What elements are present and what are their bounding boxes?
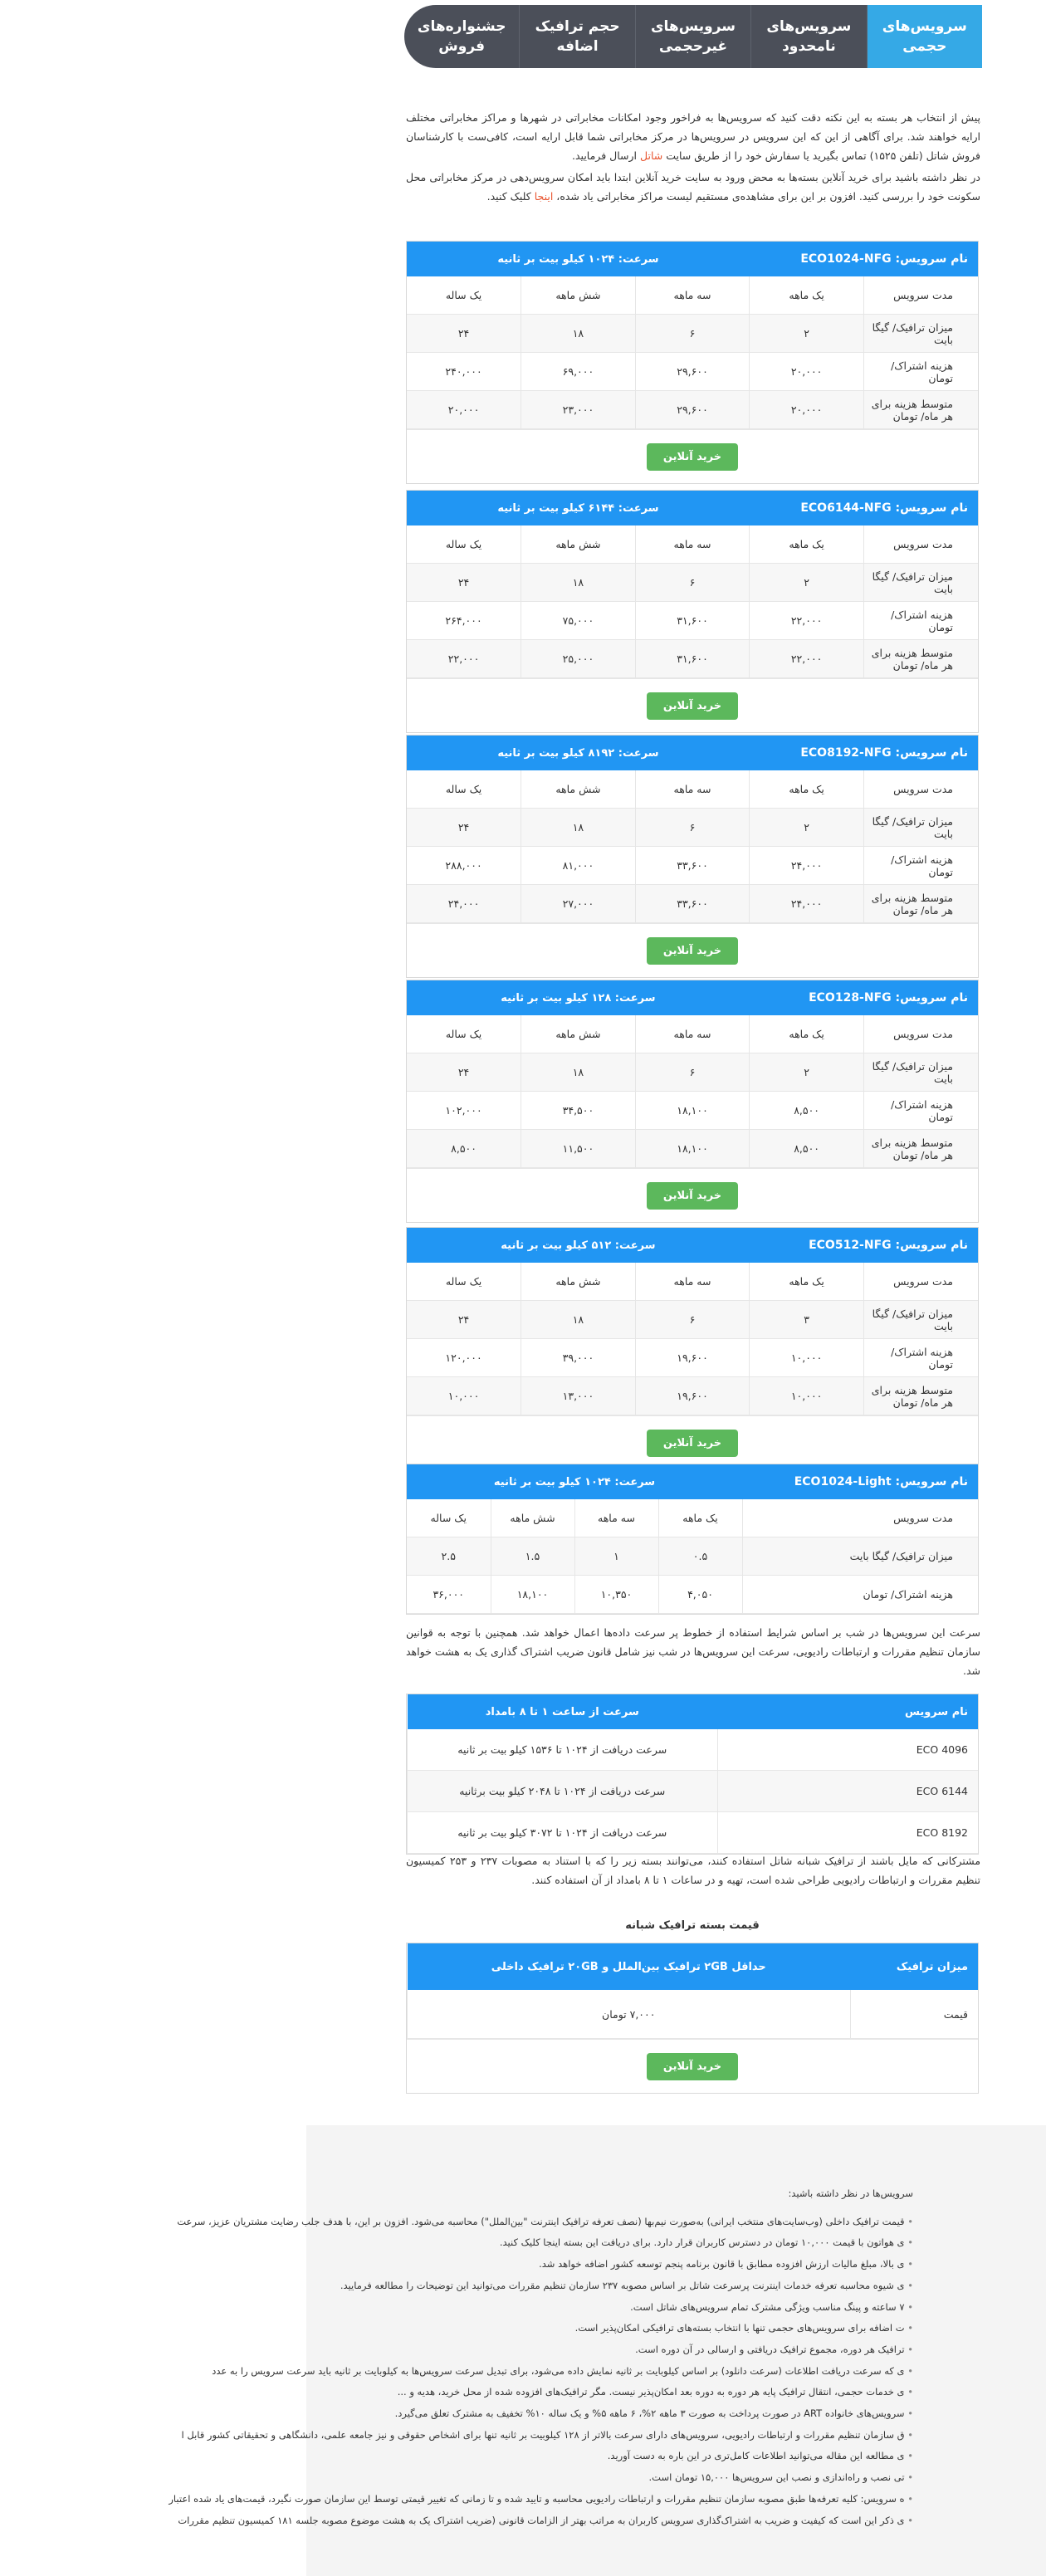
plan-table-eco1024-nfg: [406, 241, 979, 484]
plan-name-header: نام سرویس: ECO8192-NFG: [750, 736, 978, 770]
period-cell: شش ماهه: [521, 770, 636, 809]
buy-online-button[interactable]: خرید آنلاین: [647, 2053, 738, 2080]
period-cell: یک ساله: [407, 276, 521, 315]
table-row: ECO 4096 سرعت دریافت از ۱۰۲۴ تا ۱۵۳۶ کیلو بیت بر ثانیه: [408, 1729, 979, 1771]
table-row: ECO 8192 سرعت دریافت از ۱۰۲۴ تا ۳۰۷۲ کیلو بیت بر ثانیه: [408, 1812, 979, 1854]
plan-table-eco128-nfg: [406, 980, 979, 1223]
list-item: • ی بالا، مبلغ مالیات ارزش افزوده مطابق با قانون برنامه پنجم توسعه کشور اضافه خواهد شد.: [0, 2254, 913, 2275]
monthly-cell: ۲۰,۰۰۰: [750, 391, 864, 429]
monthly-cell: ۱۸,۱۰۰: [635, 1130, 750, 1168]
cost-cell: ۴,۰۵۰: [658, 1576, 742, 1614]
cost-cell: ۷۵,۰۰۰: [521, 602, 636, 640]
table-row: [407, 353, 978, 391]
traffic-label: میزان ترافیک/ گیگا بایت: [863, 1053, 978, 1092]
traffic-cell: ۱۸: [521, 809, 636, 847]
tab-extra-traffic[interactable]: حجم ترافیک اضافه: [519, 5, 634, 68]
period-cell: سه ماهه: [574, 1499, 658, 1537]
tab-volume-services[interactable]: سرویس‌های حجمی: [867, 5, 982, 68]
intro-text: [406, 108, 980, 208]
cost-cell: ۲۹,۶۰۰: [635, 353, 750, 391]
period-cell: یک ساله: [407, 525, 521, 564]
monthly-cell: ۳۳,۶۰۰: [635, 885, 750, 923]
period-cell: یک ساله: [407, 1499, 491, 1537]
monthly-cell: ۲۲,۰۰۰: [407, 640, 521, 678]
list-item: • ی که سرعت دریافت اطلاعات (سرعت دانلود) بر اساس کیلوبایت بر ثانیه نمایش داده می‌شود، برای تبدیل سرعت سرویس‌ها به کیلوبایت بر ثانیه باید سرعت سرویس را به عدد: [0, 2361, 913, 2383]
intro-paragraph-1: پیش از انتخاب هر بسته به این نکته دقت کنید که سرویس‌ها به فراخور وجود امکانات مخابراتی در شهرها و مراکز مخابراتی مختلف ارایه خواهند شد. برای آگاهی از این که این سرویس در سرویس‌ها در مرکز مخابراتی شما قابل ارایه است، کافی‌ست با کارشناسان فروش شاتل (تلفن ۱۵۲۵) تماس بگیرید یا سفارش خود را از طریق سایت شاتل ارسال فرمایید.: [406, 111, 980, 162]
table-row: [407, 1092, 978, 1130]
list-item: • ی شیوه محاسبه تعرفه خدمات اینترنت پرسرعت شاتل بر اساس مصوبه ۲۳۷ سازمان تنظیم مقررات می‌توانید این توضیحات را مطالعه فرمایید.: [0, 2275, 913, 2297]
cost-cell: ۳۳,۶۰۰: [635, 847, 750, 885]
list-item: • تی نصب و راه‌اندازی و نصب این سرویس‌ها ۱۵,۰۰۰ تومان است.: [0, 2467, 913, 2489]
list-item: • ترافیک هر دوره، مجموع ترافیک دریافتی و ارسالی در آن دوره است.: [0, 2339, 913, 2361]
traffic-cell: ۶: [635, 564, 750, 602]
plan-table-light: [406, 1464, 979, 1615]
traffic-cell: ۱: [574, 1537, 658, 1576]
traffic-cell: ۳: [750, 1301, 864, 1339]
cost-label: هزینه اشتراک/ تومان: [863, 602, 978, 640]
tab-unlimited-services[interactable]: سرویس‌های نامحدود: [750, 5, 866, 68]
table-row: قیمت ۷,۰۰۰ تومان: [408, 1990, 979, 2039]
tab-sales-festivals[interactable]: جشنواره‌های فروش: [417, 18, 506, 55]
list-item: • ی مطالعه این مقاله می‌توانید اطلاعات کامل‌تری در این باره به دست آورید.: [0, 2446, 913, 2467]
traffic-cell: ۱۸: [521, 1301, 636, 1339]
plan-table-eco8192-nfg: [406, 735, 979, 978]
table-row: [407, 640, 978, 678]
table-row: [407, 847, 978, 885]
cost-cell: ۱۸,۱۰۰: [491, 1576, 574, 1614]
plan-name-header: نام سرویس: ECO512-NFG: [750, 1228, 978, 1263]
traffic-cell: ۲۴: [407, 1301, 521, 1339]
plan-speed-header: سرعت: ۱۲۸ کیلو بیت بر ثانیه: [407, 980, 750, 1015]
traffic-cell: ۰.۵: [658, 1537, 742, 1576]
monthly-cell: ۲۵,۰۰۰: [521, 640, 636, 678]
traffic-cell: ۲.۵: [407, 1537, 491, 1576]
plan-name-header: نام سرویس: ECO6144-NFG: [750, 491, 978, 525]
monthly-cell: ۲۲,۰۰۰: [750, 640, 864, 678]
monthly-label: متوسط هزینه برای هر ماه/ تومان: [863, 1377, 978, 1415]
notes-footer: [169, 2125, 1046, 2576]
table-row: [407, 525, 978, 564]
monthly-cell: ۱۳,۰۰۰: [521, 1377, 636, 1415]
traffic-cell: ۲: [750, 315, 864, 353]
table-row: [407, 602, 978, 640]
night-speed-table: [406, 1694, 979, 1855]
period-cell: یک ماهه: [750, 770, 864, 809]
cost-label: هزینه اشتراک/ تومان: [863, 1092, 978, 1130]
monthly-cell: ۲۷,۰۰۰: [521, 885, 636, 923]
cost-cell: ۳۹,۰۰۰: [521, 1339, 636, 1377]
period-cell: یک ماهه: [750, 1263, 864, 1301]
table-row: [407, 315, 978, 353]
plan-speed-header: سرعت: ۱۰۲۴ کیلو بیت بر ثانیه: [407, 242, 750, 276]
plan-table-eco6144-nfg: [406, 490, 979, 733]
table-row: [407, 809, 978, 847]
traffic-cell: ۲: [750, 809, 864, 847]
night-traffic-note: مشترکانی که مایل باشند از ترافیک شبانه شاتل استفاده کنند، می‌توانند بسته زیر را که با استناد به مصوبات ۲۳۷ و ۲۵۳ کمیسیون تنظیم مقررات و ارتباطات رادیویی طراحی شده است، تهیه و در ساعات ۱ تا ۸ بامداد از آن استفاده کنند.: [406, 1855, 981, 1886]
period-label: مدت سرویس: [863, 770, 978, 809]
monthly-cell: ۲۴,۰۰۰: [750, 885, 864, 923]
night-speed-note: سرعت این سرویس‌ها در شب بر اساس شرایط استفاده از خطوط پر سرعت داده‌ها اعمال خواهد شد. همچنین با توجه به قوانین سازمان تنظیم مقررات و ارتباطات رادیویی، سرعت این سرویس‌ها در شب نیز شامل قانون ضریب اشتراک گذاری یک به هشت خواهد شد.: [406, 1626, 980, 1677]
cost-cell: ۱۸,۱۰۰: [635, 1092, 750, 1130]
table-row: [407, 885, 978, 923]
period-label: مدت سرویس: [742, 1499, 978, 1537]
cost-cell: ۳۶,۰۰۰: [407, 1576, 491, 1614]
table-row: [407, 1015, 978, 1053]
table-row: [407, 1053, 978, 1092]
table-row: [407, 391, 978, 429]
cost-label: هزینه اشتراک/ تومان: [863, 847, 978, 885]
list-item: • قیمت ترافیک داخلی (وب‌سایت‌های منتخب ایرانی) به‌صورت نیم‌بها (نصف تعرفه ترافیک اینترنت "بین‌الملل") محاسبه می‌شود. افزون بر این، با هدف جلب رضایت مشتریان عزیز، سرعت: [0, 2212, 913, 2233]
monthly-cell: ۲۴,۰۰۰: [407, 885, 521, 923]
period-cell: شش ماهه: [491, 1499, 574, 1537]
cost-cell: ۳۴,۵۰۰: [521, 1092, 636, 1130]
list-item: • ق سازمان تنظیم مقررات و ارتباطات رادیویی، سرویس‌های دارای سرعت بالاتر از ۱۲۸ کیلوبیت بر ثانیه تنها برای اشخاص حقوقی و نیز جامعه علمی، دانشگاهی و تحقیقاتی کشور قابل ا: [0, 2425, 913, 2446]
plan-speed-header: سرعت: ۸۱۹۲ کیلو بیت بر ثانیه: [407, 736, 750, 770]
traffic-label: میزان ترافیک/ گیگا بایت: [863, 1301, 978, 1339]
traffic-col-value: حداقل ۲GB ترافیک بین‌الملل و ۲۰GB ترافیک داخلی: [408, 1943, 851, 1990]
cost-cell: ۲۴,۰۰۰: [750, 847, 864, 885]
centers-list-link[interactable]: اینجا: [534, 190, 554, 203]
monthly-cell: ۲۹,۶۰۰: [635, 391, 750, 429]
period-cell: شش ماهه: [521, 1263, 636, 1301]
plan-name-header: نام سرویس: ECO1024-NFG: [750, 242, 978, 276]
traffic-cell: ۶: [635, 1301, 750, 1339]
monthly-label: متوسط هزینه برای هر ماه/ تومان: [863, 1130, 978, 1168]
period-label: مدت سرویس: [863, 276, 978, 315]
period-cell: یک ساله: [407, 1015, 521, 1053]
period-cell: یک ساله: [407, 1263, 521, 1301]
period-label: مدت سرویس: [863, 525, 978, 564]
traffic-cell: ۶: [635, 1053, 750, 1092]
cost-cell: ۱۰,۰۰۰: [750, 1339, 864, 1377]
traffic-cell: ۲۴: [407, 564, 521, 602]
night-col-name: نام سرویس: [717, 1694, 978, 1729]
period-cell: سه ماهه: [635, 276, 750, 315]
night-col-time: سرعت از ساعت ۱ تا ۸ بامداد: [408, 1694, 718, 1729]
buy-online-button[interactable]: خرید آنلاین: [647, 937, 738, 965]
plan-speed-header: سرعت: ۶۱۴۴ کیلو بیت بر ثانیه: [407, 491, 750, 525]
period-cell: یک ساله: [407, 770, 521, 809]
traffic-cell: ۲۴: [407, 315, 521, 353]
list-item: • ی هواتون با قیمت ۱۰,۰۰۰ تومان در دسترس کاربران قرار دارد. برای دریافت این بسته اینجا کلیک کنید.: [0, 2232, 913, 2254]
list-item: • سرویس‌های خانواده ART در صورت پرداخت به صورت ۳ ماهه ۲%، ۶ ماهه ۵% و یک ساله ۱۰% تخفیف به مشترک تعلق می‌گیرد.: [0, 2403, 913, 2425]
period-cell: سه ماهه: [635, 770, 750, 809]
cost-label: هزینه اشتراک/ تومان: [742, 1576, 978, 1614]
notes-heading: سرویس‌ها در نظر داشته باشید:: [788, 2187, 913, 2199]
night-traffic-title: قیمت بسته ترافیک شبانه: [625, 1919, 760, 1932]
period-cell: یک ماهه: [750, 1015, 864, 1053]
monthly-label: متوسط هزینه برای هر ماه/ تومان: [863, 640, 978, 678]
cost-cell: ۲۶۴,۰۰۰: [407, 602, 521, 640]
list-item: • ۷ ساعته و پینگ مناسب ویژگی مشترک تمام سرویس‌های شاتل است.: [0, 2297, 913, 2319]
night-traffic-table: [406, 1943, 979, 2094]
period-cell: شش ماهه: [521, 525, 636, 564]
buy-online-button[interactable]: خرید آنلاین: [647, 692, 738, 720]
cost-cell: ۸,۵۰۰: [750, 1092, 864, 1130]
monthly-cell: ۱۹,۶۰۰: [635, 1377, 750, 1415]
traffic-label: میزان ترافیک/ گیگا بایت: [742, 1537, 978, 1576]
monthly-cell: ۸,۵۰۰: [407, 1130, 521, 1168]
table-row: [407, 1339, 978, 1377]
period-cell: شش ماهه: [521, 1015, 636, 1053]
monthly-cell: ۲۳,۰۰۰: [521, 391, 636, 429]
traffic-cell: ۶: [635, 809, 750, 847]
intro-paragraph-2: در نظر داشته باشید برای خرید آنلاین بسته‌ها به محض ورود به سایت خرید آنلاین ابتدا باید امکان سرویس‌دهی در مرکز مخابراتی محل سکونت خود را بررسی کنید. افزون بر این برای مشاهده‌ی مستقیم لیست مراکز مخابراتی یاد شده، اینجا کلیک کنید.: [406, 171, 980, 203]
notes-list: [0, 2212, 913, 2532]
traffic-cell: ۲: [750, 1053, 864, 1092]
plan-name-header: نام سرویس: ECO1024-Light: [742, 1464, 978, 1499]
traffic-cell: ۲۴: [407, 809, 521, 847]
cost-label: هزینه اشتراک/ تومان: [863, 353, 978, 391]
cost-cell: ۱۰۲,۰۰۰: [407, 1092, 521, 1130]
traffic-cell: ۱.۵: [491, 1537, 574, 1576]
period-cell: سه ماهه: [635, 525, 750, 564]
shatel-site-link[interactable]: شاتل: [640, 149, 663, 162]
plan-name-header: نام سرویس: ECO128-NFG: [750, 980, 978, 1015]
monthly-cell: ۱۱,۵۰۰: [521, 1130, 636, 1168]
cost-cell: ۱۹,۶۰۰: [635, 1339, 750, 1377]
monthly-cell: ۲۰,۰۰۰: [407, 391, 521, 429]
table-row: [407, 1130, 978, 1168]
table-row: [407, 1263, 978, 1301]
traffic-label: میزان ترافیک/ گیگا بایت: [863, 809, 978, 847]
table-row: [407, 770, 978, 809]
monthly-cell: ۸,۵۰۰: [750, 1130, 864, 1168]
table-row: [407, 1301, 978, 1339]
traffic-cell: ۱۸: [521, 1053, 636, 1092]
cost-cell: ۱۰,۳۵۰: [574, 1576, 658, 1614]
cost-cell: ۶۹,۰۰۰: [521, 353, 636, 391]
list-item: • ه سرویس: کلیه تعرفه‌ها طبق مصوبه سازمان تنظیم مقررات و ارتباطات رادیویی محاسبه و تایید شده و تا زمانی که تغییر قیمتی توسط این سازمان صورت نگیرد، قیمت‌های یاد شده اعتبار: [0, 2489, 913, 2510]
buy-online-button[interactable]: خرید آنلاین: [647, 443, 738, 471]
list-item: • ی ذکر این است که کیفیت و ضریب به اشتراک‌گذاری سرویس کاربران به مراتب بهتر از الزامات قانونی (ضریب اشتراک یک به هشت موضوع مصوبه جلسه ۱۸۱ کمیسیون تنظیم مقررات: [0, 2510, 913, 2532]
traffic-cell: ۲: [750, 564, 864, 602]
cost-label: هزینه اشتراک/ تومان: [863, 1339, 978, 1377]
traffic-cell: ۱۸: [521, 315, 636, 353]
plan-speed-header: سرعت: ۵۱۲ کیلو بیت بر ثانیه: [407, 1228, 750, 1263]
period-cell: سه ماهه: [635, 1015, 750, 1053]
period-label: مدت سرویس: [863, 1015, 978, 1053]
cost-cell: ۲۲,۰۰۰: [750, 602, 864, 640]
tab-non-volume-services[interactable]: سرویس‌های غیرحجمی: [635, 5, 750, 68]
monthly-label: متوسط هزینه برای هر ماه/ تومان: [863, 391, 978, 429]
list-item: • ت اضافه برای سرویس‌های حجمی تنها با انتخاب بسته‌های ترافیکی امکان‌پذیر است.: [0, 2318, 913, 2339]
cost-cell: ۳۱,۶۰۰: [635, 602, 750, 640]
cost-cell: ۱۲۰,۰۰۰: [407, 1339, 521, 1377]
table-row: [407, 1377, 978, 1415]
table-row: [407, 564, 978, 602]
traffic-label: میزان ترافیک/ گیگا بایت: [863, 564, 978, 602]
cost-cell: ۲۰,۰۰۰: [750, 353, 864, 391]
traffic-cell: ۲۴: [407, 1053, 521, 1092]
monthly-label: متوسط هزینه برای هر ماه/ تومان: [863, 885, 978, 923]
cost-cell: ۲۴۰,۰۰۰: [407, 353, 521, 391]
cost-cell: ۸۱,۰۰۰: [521, 847, 636, 885]
service-tabs: [404, 5, 982, 68]
period-label: مدت سرویس: [863, 1263, 978, 1301]
period-cell: یک ماهه: [750, 276, 864, 315]
table-row: ECO 6144 سرعت دریافت از ۱۰۲۴ تا ۲۰۴۸ کیلو بیت برثانیه: [408, 1771, 979, 1812]
period-cell: یک ماهه: [658, 1499, 742, 1537]
traffic-cell: ۶: [635, 315, 750, 353]
traffic-col-name: میزان ترافیک: [850, 1943, 978, 1990]
cost-cell: ۲۸۸,۰۰۰: [407, 847, 521, 885]
monthly-cell: ۳۱,۶۰۰: [635, 640, 750, 678]
traffic-cell: ۱۸: [521, 564, 636, 602]
monthly-cell: ۱۰,۰۰۰: [750, 1377, 864, 1415]
period-cell: یک ماهه: [750, 525, 864, 564]
buy-online-button[interactable]: خرید آنلاین: [647, 1182, 738, 1210]
period-cell: سه ماهه: [635, 1263, 750, 1301]
plan-speed-header: سرعت: ۱۰۲۴ کیلو بیت بر ثانیه: [407, 1464, 742, 1499]
page: [169, 0, 1046, 2576]
table-row: [407, 276, 978, 315]
buy-online-button[interactable]: خرید آنلاین: [647, 1430, 738, 1457]
plan-table-eco512-nfg: [406, 1227, 979, 1470]
list-item: • ی خدمات حجمی، انتقال ترافیک پایه هر دوره به دوره بعد امکان‌پذیر نیست. مگر ترافیک‌های افزوده شده از محل خرید، هدیه و ...: [0, 2382, 913, 2403]
period-cell: شش ماهه: [521, 276, 636, 315]
traffic-label: میزان ترافیک/ گیگا بایت: [863, 315, 978, 353]
monthly-cell: ۱۰,۰۰۰: [407, 1377, 521, 1415]
